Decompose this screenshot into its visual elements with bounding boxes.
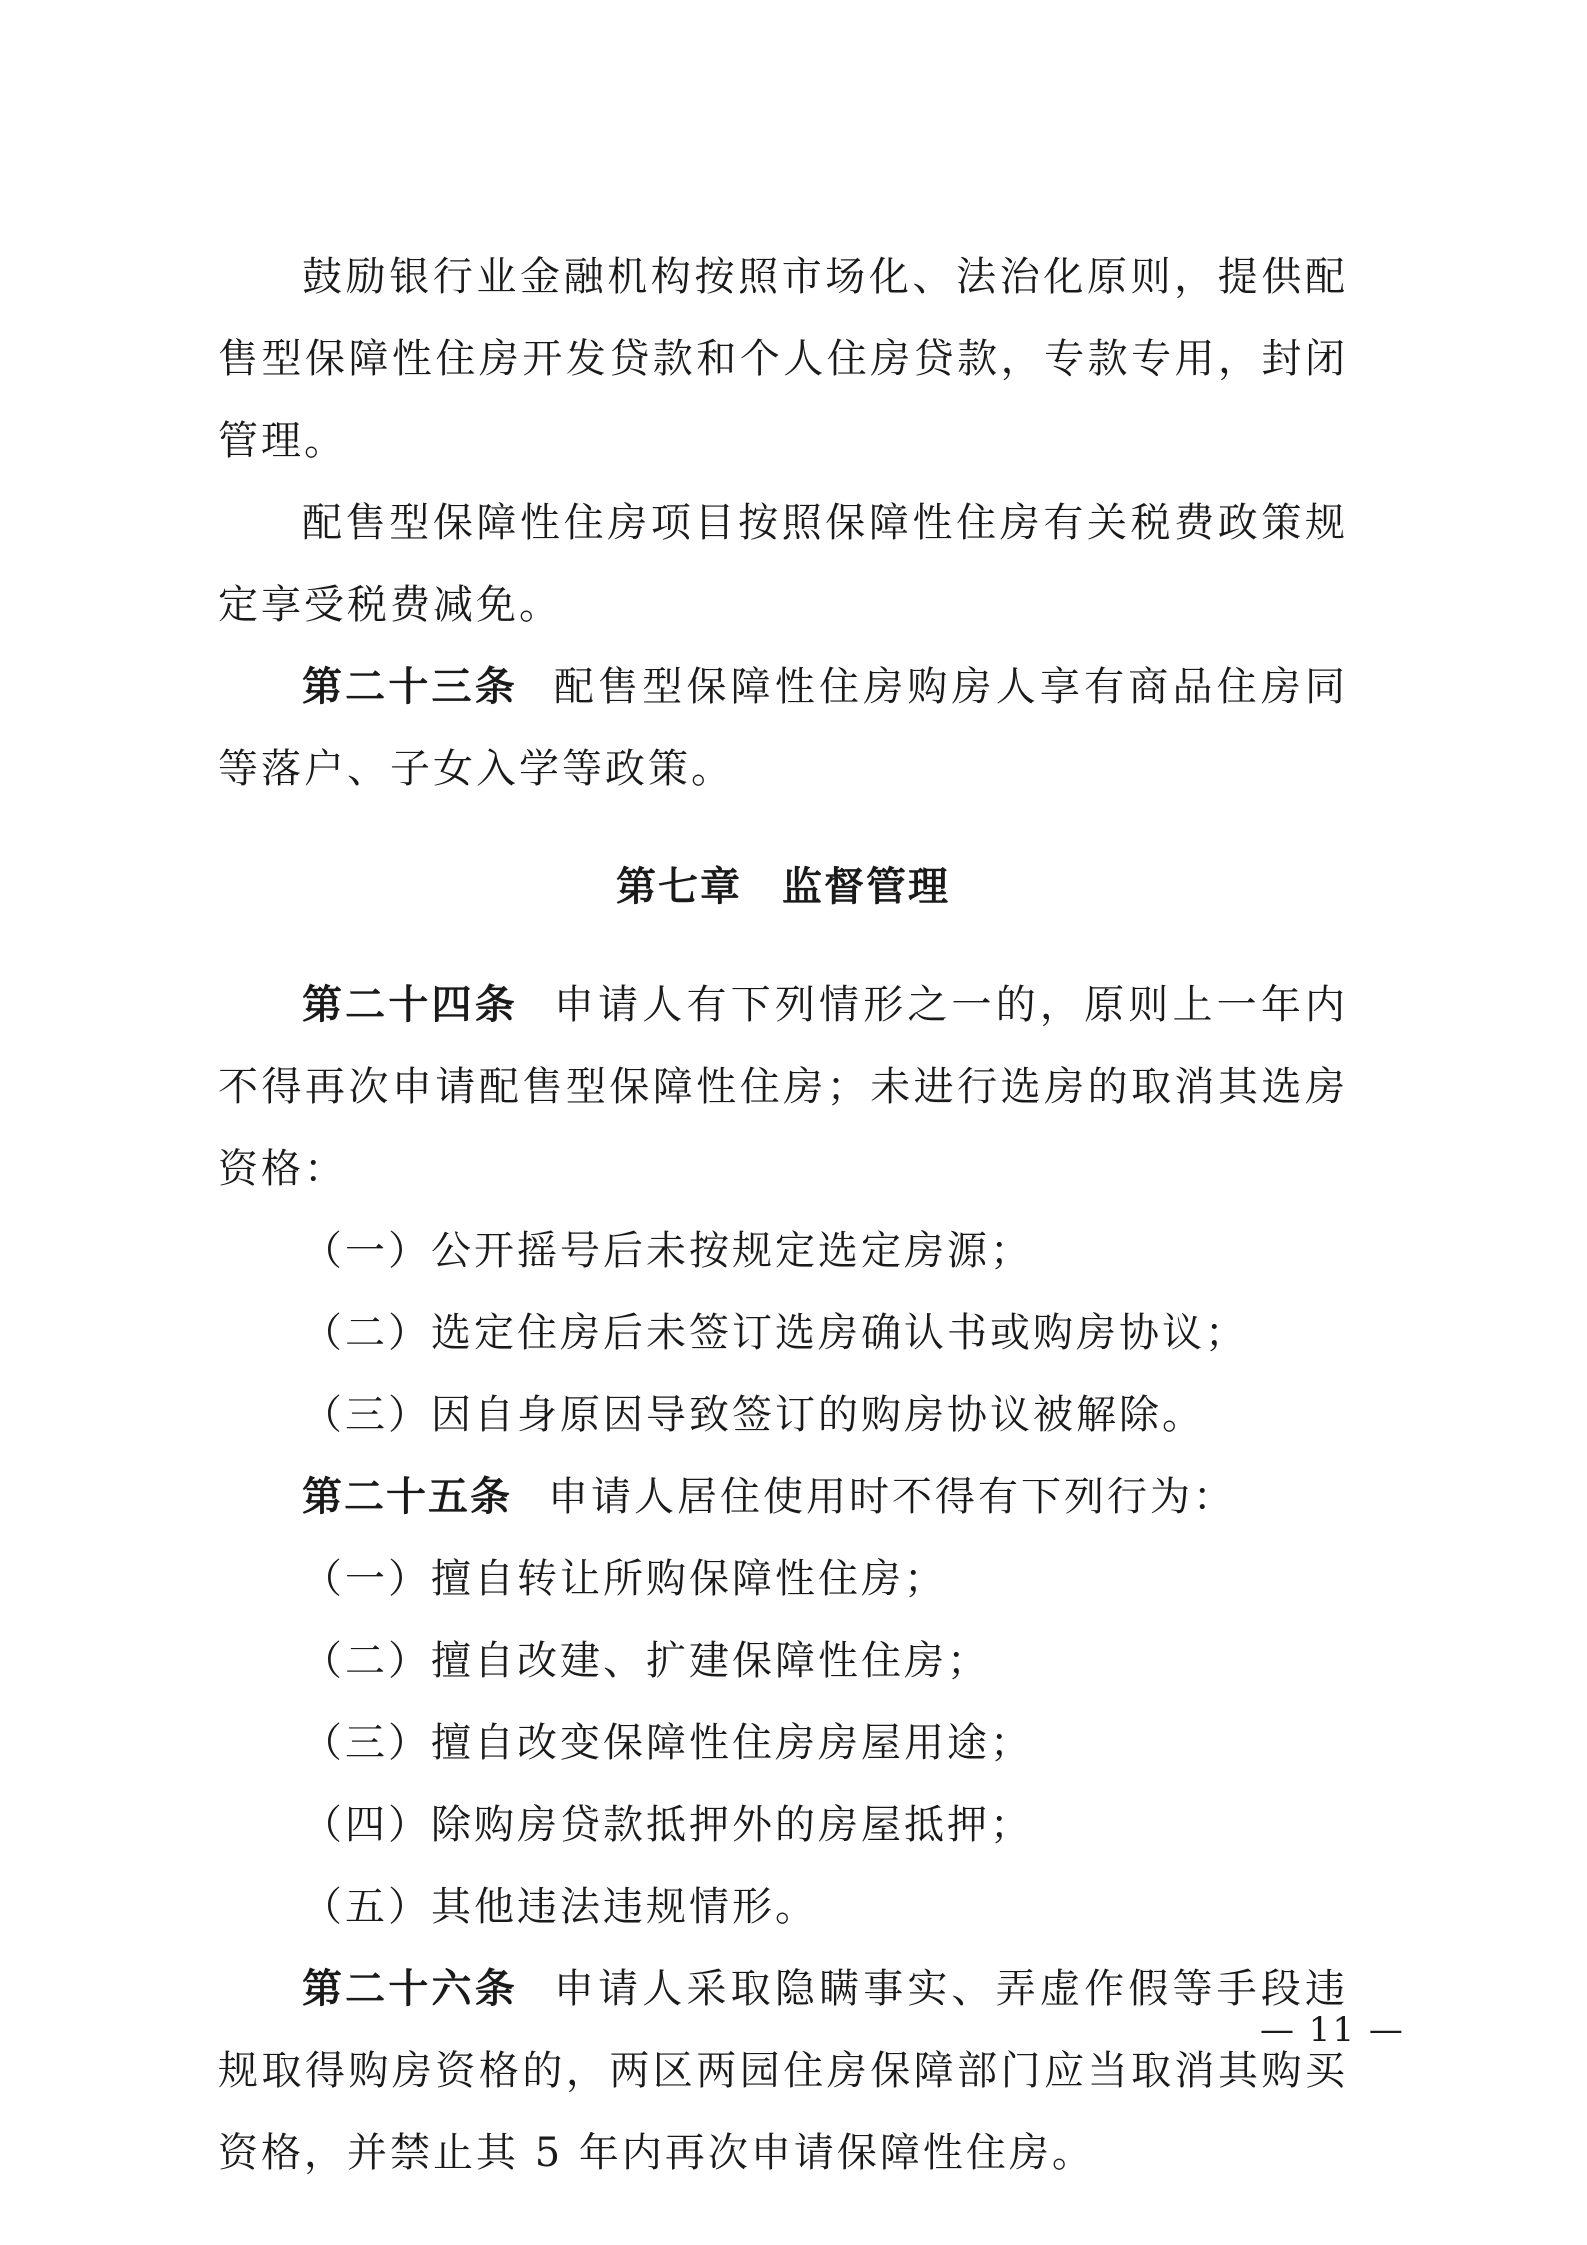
article-24-text: 申请人有下列情形之一的，原则上一年内不得再次申请配售型保障性住房；未进行选房的取消其选房资格： [218, 982, 1349, 1192]
article-26-heading: 第二十六条 [302, 1966, 518, 2012]
article-25 [218, 1456, 1348, 1538]
article-25-text: 申请人居住使用时不得有下列行为： [548, 1474, 1236, 1520]
article-24-item: （一）公开摇号后未按规定选定房源； [302, 1228, 1033, 1274]
article-26 [218, 1948, 1348, 2194]
page-number: — 11 — [1260, 2010, 1405, 2050]
document-body [218, 236, 1348, 2194]
article-24-item: （二）选定住房后未签订选房确认书或购房协议； [302, 1310, 1248, 1356]
article-25-item: （二）擅自改建、扩建保障性住房； [302, 1638, 990, 1684]
paragraph-bank-financing: 鼓励银行业金融机构按照市场化、法治化原则，提供配售型保障性住房开发贷款和个人住房贷款，专款专用，封闭管理。 [218, 254, 1348, 464]
article-26-text: 申请人采取隐瞒事实、弄虚作假等手段违规取得购房资格的，两区两园住房保障部门应当取消其购买资格，并禁止其 5 年内再次申请保障性住房。 [218, 1966, 1349, 2176]
chapter-title: 监督管理 [782, 864, 950, 910]
article-25-heading: 第二十五条 [302, 1474, 512, 1520]
article-25-item: （一）擅自转让所购保障性住房； [302, 1556, 947, 1602]
article-23 [218, 646, 1348, 810]
article-25-item: （三）擅自改变保障性住房房屋用途； [302, 1720, 1033, 1766]
paragraph-tax-relief: 配售型保障性住房项目按照保障性住房有关税费政策规定享受税费减免。 [218, 500, 1348, 628]
chapter-heading [218, 846, 1348, 928]
article-24-item: （三）因自身原因导致签订的购房协议被解除。 [302, 1392, 1205, 1438]
article-23-heading: 第二十三条 [302, 664, 518, 710]
article-23-text: 配售型保障性住房购房人享有商品住房同等落户、子女入学等政策。 [218, 664, 1349, 792]
chapter-number: 第七章 [616, 864, 742, 910]
article-24 [218, 964, 1348, 1210]
article-25-item: （五）其他违法违规情形。 [302, 1884, 818, 1930]
article-24-heading: 第二十四条 [302, 982, 518, 1028]
article-25-item: （四）除购房贷款抵押外的房屋抵押； [302, 1802, 1033, 1848]
